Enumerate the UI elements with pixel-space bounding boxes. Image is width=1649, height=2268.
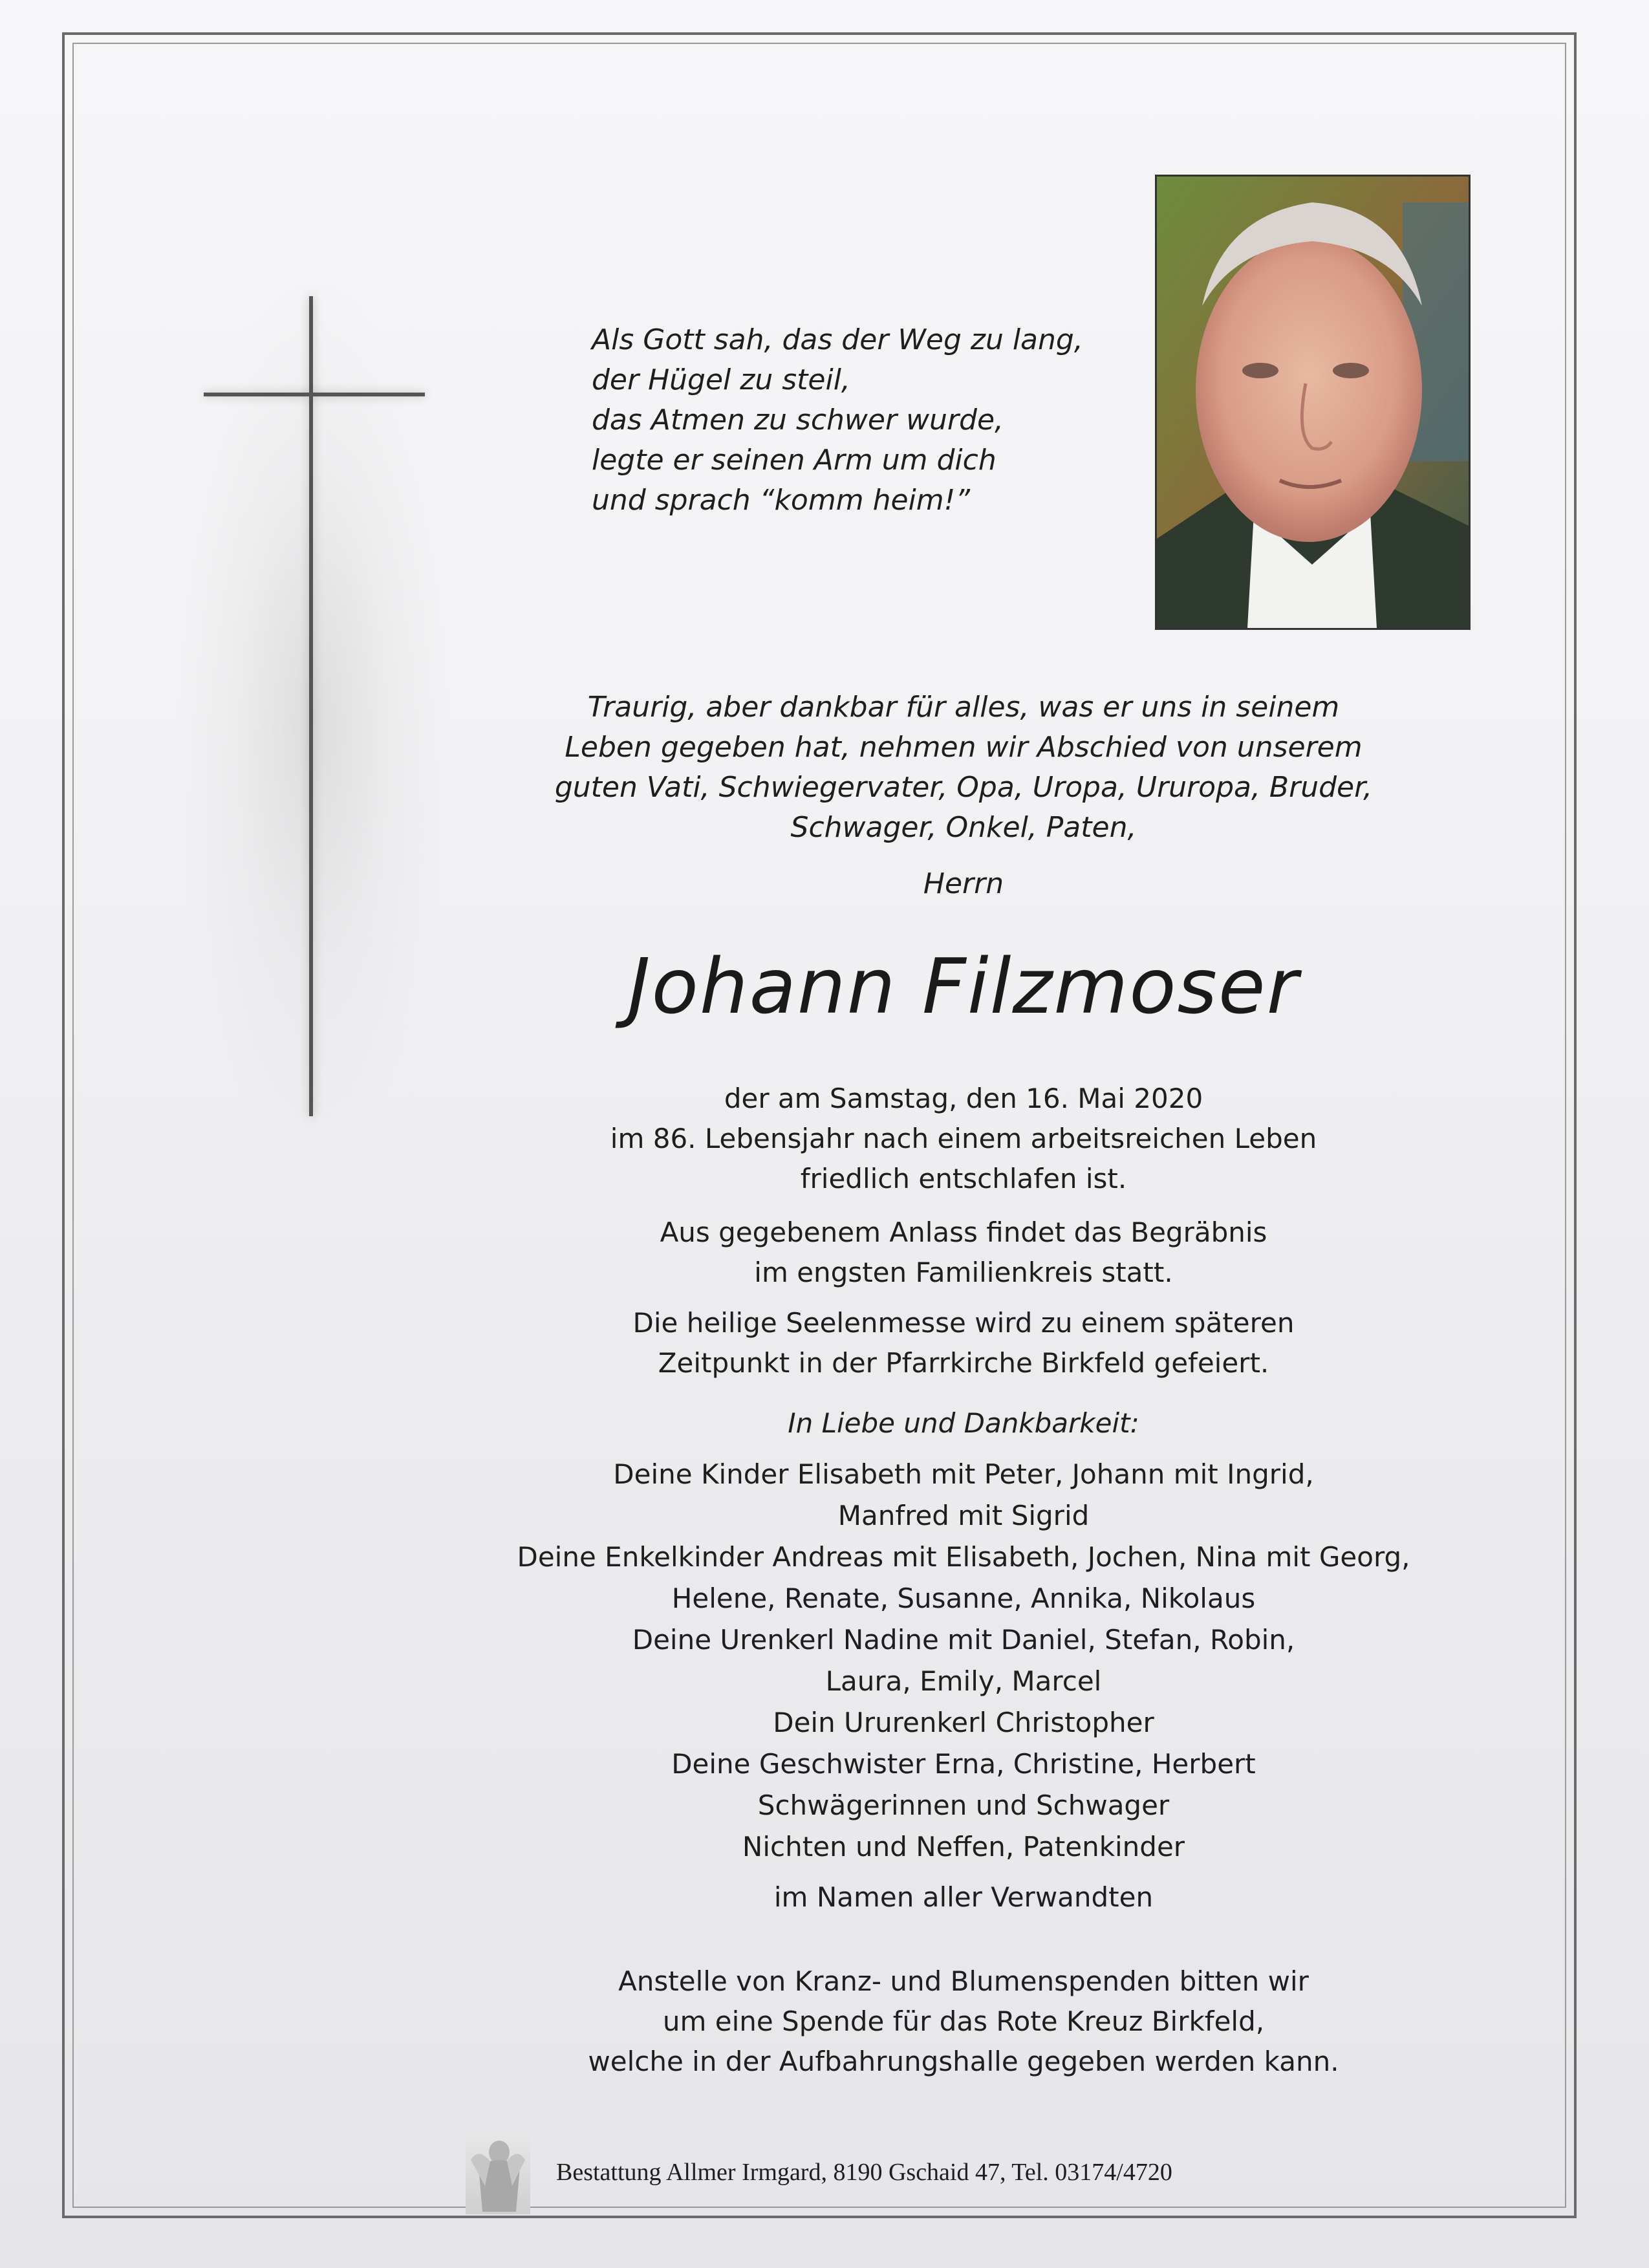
intro-line: Traurig, aber dankbar für alles, was er uns in seinem [587, 691, 1340, 724]
family-line: Manfred mit Sigrid [837, 1500, 1090, 1531]
family-line: Dein Ururenkerl Christopher [773, 1707, 1154, 1738]
funeral-line: Aus gegebenem Anlass findet das Begräbnis [660, 1216, 1267, 1248]
poem-line: Als Gott sah, das der Weg zu lang, [592, 323, 1083, 356]
family-line: Schwägerinnen und Schwager [757, 1789, 1170, 1821]
death-notice-line: der am Samstag, den 16. Mai 2020 [724, 1083, 1203, 1114]
intro-text [504, 687, 1423, 848]
family-list [504, 1454, 1423, 1918]
relatives-line: im Namen aller Verwandten [773, 1881, 1154, 1913]
mass-line: Zeitpunkt in der Pfarrkirche Birkfeld gefeiert. [658, 1347, 1269, 1379]
family-line: Helene, Renate, Susanne, Annika, Nikolaus [671, 1582, 1256, 1614]
poem [592, 320, 1109, 521]
death-notice-line: im 86. Lebensjahr nach einem arbeitsreichen Leben [610, 1123, 1317, 1154]
mass-info [504, 1303, 1423, 1383]
family-line: Deine Enkelkinder Andreas mit Elisabeth, Jochen, Nina mit Georg, [517, 1541, 1410, 1573]
family-line: Nichten und Neffen, Patenkinder [742, 1831, 1185, 1863]
deceased-name: Johann Filzmoser [627, 942, 1300, 1031]
family-line: Deine Kinder Elisabeth mit Peter, Johann mit Ingrid, [613, 1458, 1314, 1490]
family-line: Deine Geschwister Erna, Christine, Herbert [671, 1748, 1256, 1780]
death-notice [504, 1079, 1423, 1199]
funeral-home-footer: Bestattung Allmer Irmgard, 8190 Gschaid 47, Tel. 03174/4720 [556, 2159, 1172, 2186]
cross-bar [204, 393, 425, 396]
family-line: Deine Urenkerl Nadine mit Daniel, Stefan, Robin, [632, 1624, 1295, 1656]
family-line: Laura, Emily, Marcel [825, 1665, 1102, 1697]
funeral-line: im engsten Familienkreis statt. [754, 1257, 1173, 1288]
donation-line: welche in der Aufbahrungshalle gegeben werden kann. [588, 2046, 1339, 2077]
intro-line: Schwager, Onkel, Paten, [790, 811, 1137, 844]
poem-line: der Hügel zu steil, [592, 363, 850, 396]
portrait-photo [1155, 175, 1471, 630]
intro-line: guten Vati, Schwiegervater, Opa, Uropa, Ururopa, Bruder, [554, 771, 1373, 804]
poem-line: das Atmen zu schwer wurde, [592, 404, 1004, 437]
closing-phrase: In Liebe und Dankbarkeit: [788, 1407, 1139, 1439]
cross-icon [309, 296, 313, 1116]
funeral-info [504, 1213, 1423, 1293]
death-notice-line: friedlich entschlafen ist. [800, 1163, 1127, 1194]
mass-line: Die heilige Seelenmesse wird zu einem späteren [632, 1307, 1295, 1339]
donation-line: um eine Spende für das Rote Kreuz Birkfeld, [662, 2005, 1265, 2037]
poem-line: legte er seinen Arm um dich [592, 444, 997, 477]
salutation: Herrn [923, 867, 1004, 900]
intro-line: Leben gegeben hat, nehmen wir Abschied von unserem [565, 731, 1363, 764]
donation-request [504, 1961, 1423, 2082]
cross-glow [175, 272, 453, 1164]
donation-line: Anstelle von Kranz- und Blumenspenden bitten wir [618, 1965, 1309, 1997]
poem-line: und sprach “komm heim!” [592, 484, 971, 517]
angel-logo-icon [466, 2128, 530, 2214]
